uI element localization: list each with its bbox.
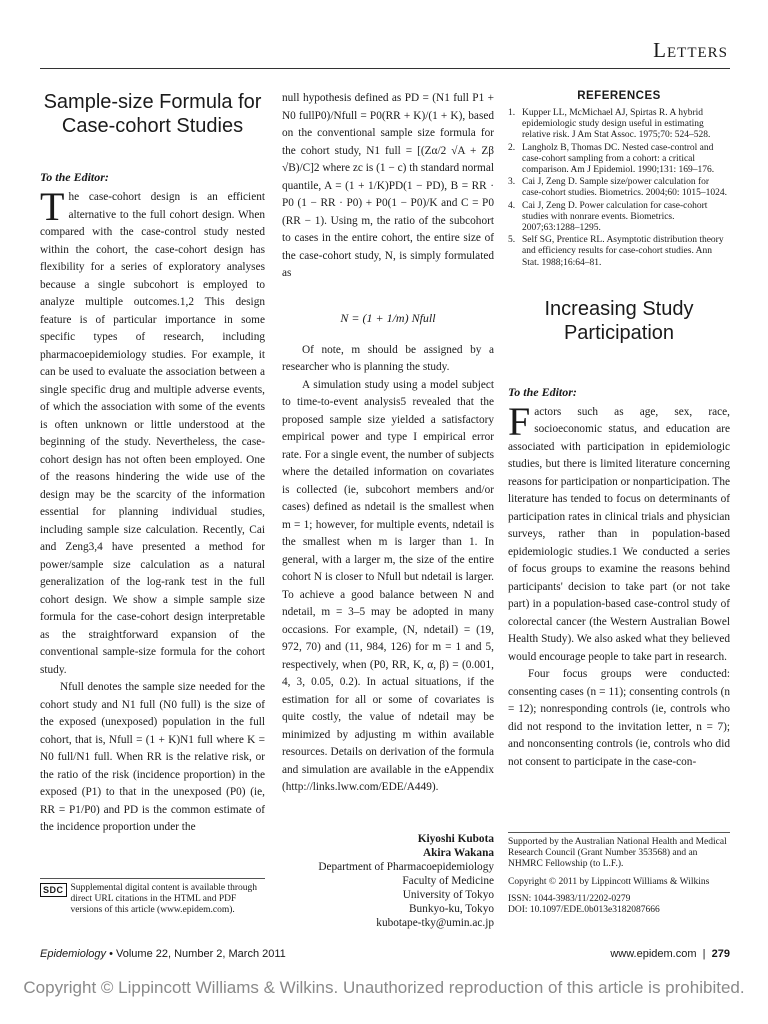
issue-info: • Volume 22, Number 2, March 2011	[106, 948, 286, 960]
website-link[interactable]: www.epidem.com	[610, 948, 697, 960]
reference-item: 3. Cai J, Zeng D. Sample size/power calculation for case-cohort studies. Biometrics. 2004;60: 1015–1024.	[508, 177, 728, 199]
paragraph: The case-cohort design is an efficient alternative to the full cohort design. When compared with the case-control study nested within the cohort, the case-cohort design has flexibility for a series of exploratory analyses because a single subcohort is employed to analyze multiple outcomes.1,2 This design feature is of particular importance in some specific types of research, including pharmacoepidemiology studies. For example, it can be used to evaluate the association between a single specific drug and multiple adverse events, of which the association with some of the events is often unknown or little understood at the beginning of the study. Nevertheless, the case-cohort design has not often been employed. One of the reasons hindering the wide use of the design may be the scarcity of the information essential for planning individual studies, including sample size calculation. Recently, Cai and Zeng3,4 have presented a method for power/sample size calculation as a natural generalization of the log-rank test in the full cohort design. We show a simple sample size formula for the case-cohort design interpretable as the straightforward expansion of the conventional sample-size formula for the cohort study.	[40, 184, 265, 676]
journal-name: Epidemiology	[40, 948, 107, 960]
affiliation-line: Bunkyo-ku, Tokyo	[409, 903, 494, 915]
affiliation-line: Faculty of Medicine	[402, 875, 494, 887]
funding-note	[508, 832, 730, 916]
paragraph: Of note, m should be assigned by a researcher who is planning the study.	[282, 343, 494, 373]
paragraph: Four focus groups were conducted: consenting cases (n = 11); consenting controls (n = 12); nonresponding controls (ie, controls who did not respond to the invitation letter, n = 7); and nonconsenting controls (ie, controls who did not consent to participate in the case-con-	[508, 668, 730, 768]
drop-cap: F	[508, 398, 531, 444]
salutation: To the Editor:	[508, 384, 577, 399]
equation: N = (1 + 1/m) Nfull	[340, 310, 436, 325]
column-2	[282, 90, 494, 797]
copyright-line: Copyright © 2011 by Lippincott Williams & Wilkins	[508, 876, 710, 887]
header-divider	[40, 68, 730, 69]
author-block	[282, 832, 494, 930]
doi-line: DOI: 10.1097/EDE.0b013e3182087666	[508, 905, 660, 916]
paragraph: Factors such as age, sex, race, socioeconomic status, and education are associated with participation in epidemiologic studies, but there is limited literature concerning reasons for participation or nonparticipation. The literature has tended to focus on determinants of participation rates in clinical trials and physician surveys, rather than in population-based epidemiologic studies.1 We conducted a series of focus groups to examine the reasons behind participants' decision to take part (or not take part) in a population-based case-control study of colorectal cancer (the Western Australian Bowel Health Study). We also asked what they believed would encourage people to take part in research.	[508, 398, 730, 663]
reference-item: 1. Kupper LL, McMichael AJ, Spirtas R. A hybrid epidemiologic study design useful in estimating relative risk. J Am Stat Assoc. 1975;70: 524–528.	[508, 108, 711, 141]
sdc-note-text: Supplemental digital content is available through direct URL citations in the HTML and PDF versions of this article (www.epidem.com).	[70, 883, 258, 915]
paragraph: null hypothesis defined as PD = (N1 full P1 + N0 fullP0)/Nfull = P0(RR + K)/(1 + K), based on the conventional sample size formula for the cohort study, N1 full = [(Zα/2 √A + Zβ √B)/C]2 where zc is (1 − c) th standard normal quantile, A = (1 + 1/K)PD(1 − PD), B = RR · P0 (1 − RR · P0) + P0(1 − P0)/K and C = P0 (RR − 1). Using m, the ratio of the subcohort to cases in the entire cohort, the entire size of the case-cohort study, N, is simply formulated as	[282, 92, 494, 279]
affiliation-line: Department of Pharmacoepidemiology	[318, 861, 494, 873]
section-header: Letters	[653, 38, 728, 62]
support-text: Supported by the Australian National Health and Medical Research Council (Grant Number 353568) and an NHMRC Fellowship (to L.F.).	[508, 837, 727, 870]
page-number: 279	[711, 948, 730, 960]
paragraph: Nfull denotes the sample size needed for the cohort study and N1 full (N0 full) is the size of the exposed (unexposed) population in the full cohort, that is, Nfull = (1 + K)N1 full where K = N0 full/N1 full. When RR is the relative risk, or the ratio of the risk (incidence proportion) in the exposed (P1) to that in the unexposed (P0) (ie, RR = P1/P0) and PD is the common estimate of the incidence proportion under the	[40, 681, 265, 833]
reference-item: 2. Langholz B, Thomas DC. Nested case-control and case-cohort sampling from a cohort: a critical comparison. Am J Epidemiol. 1990;131: 169–176.	[508, 142, 715, 176]
paragraph: A simulation study using a model subject to time-to-event analysis5 revealed that the proposed sample size yielded a satisfactory empirical power and type I empirical error rate. For a single event, the number of subjects where the detailed information on covariates is collected (ie, subcohort members and/or cases) defined as ndetail is the smallest when m = 1; however, for multiple events, ndetail is the smallest when m is larger than 1. In general, with a larger m, the size of the entire cohort N is closer to Nfull but ndetail is larger. To achieve a good balance between N and ndetail, m = 3–5 may be adopted in many occasions. For example, (N, ndetail) = (19, 972, 70) and (11, 984, 126) for m = 1 and 5, respectively, when (P0, RR, K, α, β) = (0.001, 4, 3, 0.05, 0.2). In actual situations, if the estimation for all or some of covariates is quite costly, the value of ndetail may be minimized by adjusting m within available resources. Details on derivation of the formula and simulation are available in the eAppendix (http://links.lww.com/EDE/A449).	[282, 378, 494, 793]
page-footer	[40, 948, 730, 960]
column-1	[40, 90, 265, 837]
article-title: Sample-size Formula for Case-cohort Studies	[43, 91, 262, 137]
sdc-note	[40, 878, 265, 916]
author-name: Kiyoshi Kubota	[417, 833, 494, 845]
drop-cap: T	[40, 184, 65, 229]
author-name: Akira Wakana	[422, 847, 494, 859]
references-heading: REFERENCES	[577, 90, 661, 102]
copyright-banner: Copyright © Lippincott Williams & Wilkins. Unauthorized reproduction of this article is prohibited.	[23, 978, 745, 997]
reference-item: 5. Self SG, Prentice RL. Asymptotic distribution theory and efficiency results for case-cohort studies. Ann Stat. 1988;16:64–81.	[508, 235, 724, 268]
salutation: To the Editor:	[40, 170, 109, 184]
article-title: Increasing Study Participation	[544, 297, 694, 344]
footer-separator: |	[702, 948, 706, 960]
author-email[interactable]: kubotape-tky@umin.ac.jp	[376, 917, 494, 929]
reference-list	[508, 108, 730, 269]
sdc-logo: SDC	[40, 883, 67, 897]
column-3	[508, 90, 730, 771]
issn-line: ISSN: 1044-3983/11/2202-0279	[508, 893, 631, 904]
affiliation-line: University of Tokyo	[402, 889, 494, 901]
reference-item: 4. Cai J, Zeng D. Power calculation for case-cohort studies with nonrare events. Biometrics. 2007;63:1288–1295.	[508, 200, 708, 234]
